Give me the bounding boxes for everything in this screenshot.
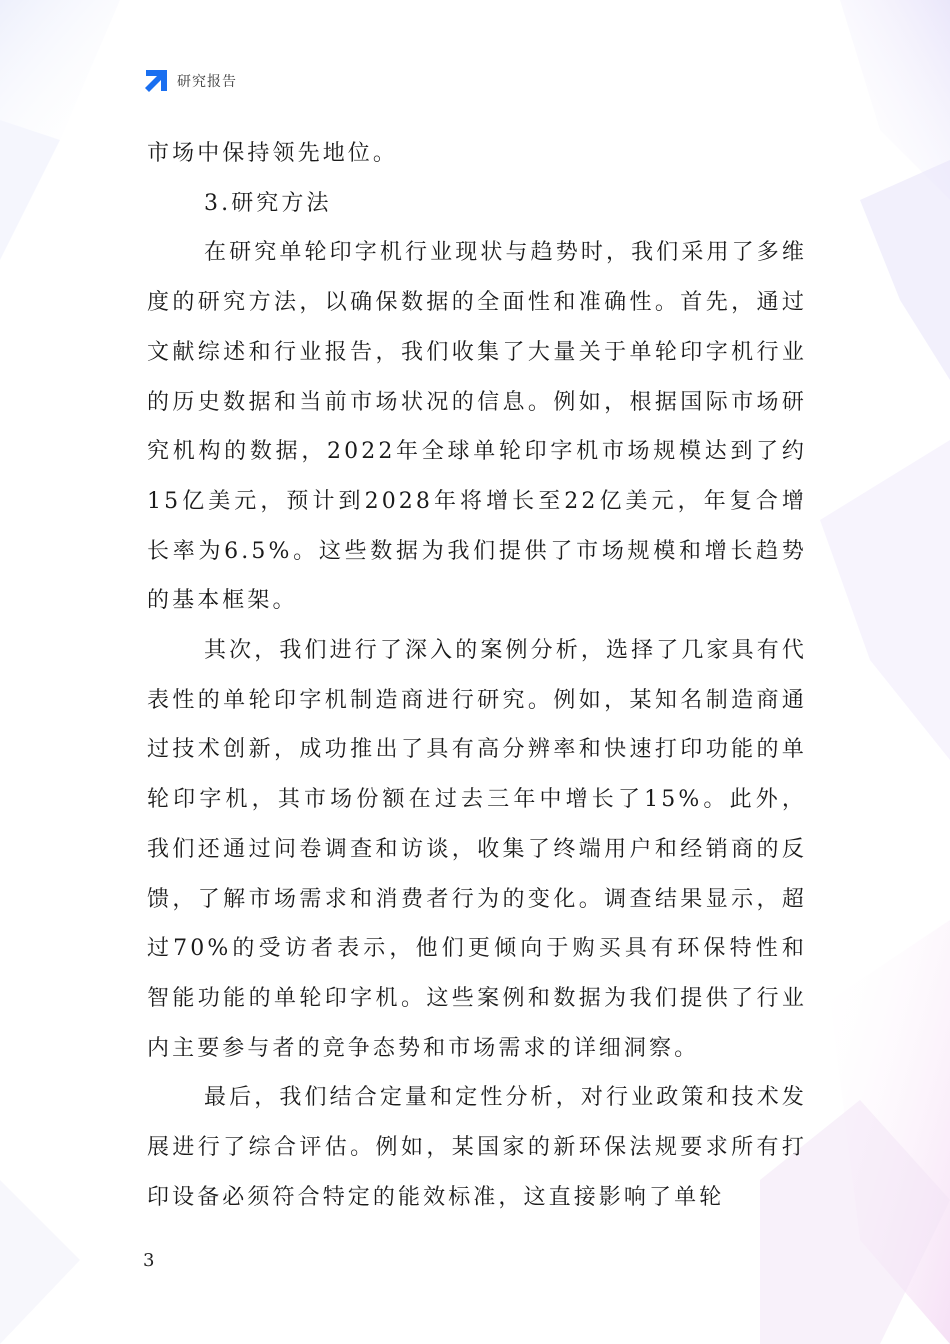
paragraph-continuation: 市场中保持领先地位。	[147, 141, 399, 166]
paragraph: 在研究单轮印字机行业现状与趋势时，我们采用了多维度的研究方法，以确保数据的全面性和准确性。首先，通过文献综述和行业报告，我们收集了大量关于单轮印字机行业的历史数据和当前市场状况的信息。例如，根据国际市场研究机构的数据，2022年全球单轮印字机市场规模达到了约15亿美元，预计到2028年将增长至22亿美元，年复合增长率为6.5%。这些数据为我们提供了市场规模和增长趋势的基本框架。	[147, 240, 807, 614]
paragraph: 其次，我们进行了深入的案例分析，选择了几家具有代表性的单轮印字机制造商进行研究。例如，某知名制造商通过技术创新，成功推出了具有高分辨率和快速打印功能的单轮印字机，其市场份额在过去三年中增长了15%。此外，我们还通过问卷调查和访谈，收集了终端用户和经销商的反馈，了解市场需求和消费者行为的变化。调查结果显示，超过70%的受访者表示，他们更倾向于购买具有环保特性和智能功能的单轮印字机。这些案例和数据为我们提供了行业内主要参与者的竞争态势和市场需求的详细洞察。	[147, 638, 807, 1061]
page-number: 3	[143, 1250, 155, 1271]
body-text	[147, 129, 807, 1222]
paragraph: 最后，我们结合定量和定性分析，对行业政策和技术发展进行了综合评估。例如，某国家的新环保法规要求所有打印设备必须符合特定的能效标准，这直接影响了单轮	[147, 1085, 807, 1210]
report-header	[143, 68, 237, 94]
header-title: 研究报告	[177, 74, 237, 90]
section-heading: 3.研究方法	[204, 190, 332, 216]
arrow-logo-icon	[143, 68, 169, 94]
